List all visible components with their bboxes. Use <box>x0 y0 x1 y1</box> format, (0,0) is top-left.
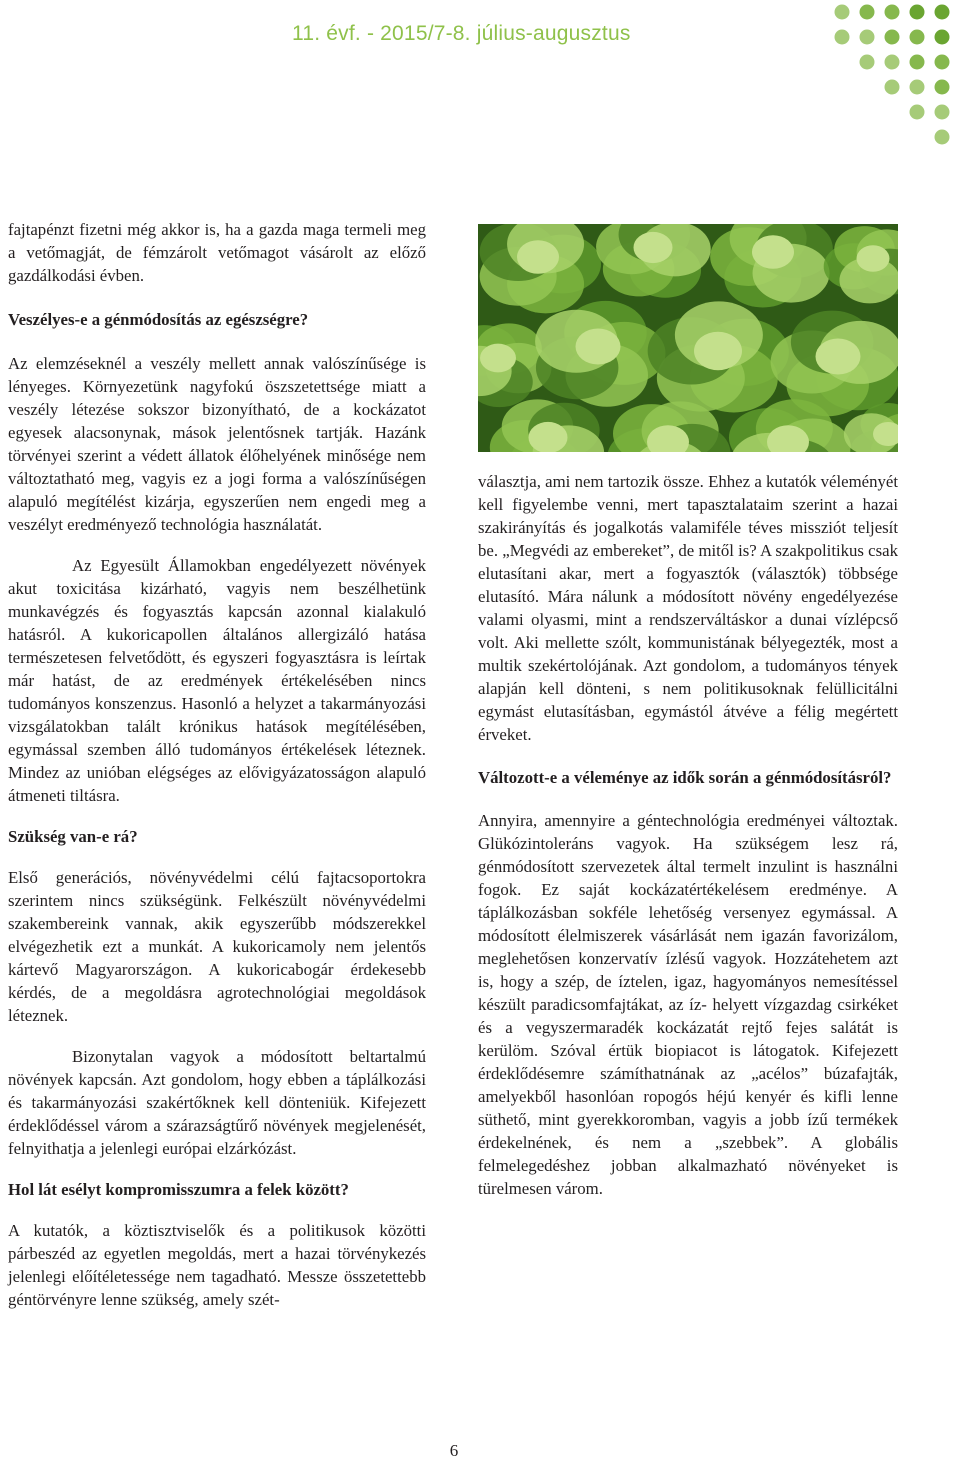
lettuce-photo <box>478 224 898 452</box>
section-heading: Veszélyes-e a génmódosítás az egészségre? <box>8 310 309 329</box>
page-number: 6 <box>449 1441 459 1460</box>
paragraph: fajtapénzt fizetni még akkor is, ha a gazda maga termeli meg a vetőmagját, de fémzárolt vetőmagot vásárolt az előző gazdálkodási évben. <box>8 220 426 285</box>
issue-header: 11. évf. - 2015/7-8. július-augusztus <box>292 22 631 45</box>
paragraph: választja, ami nem tartozik össze. Ehhez a kutatók véleményét kell figyelembe venni, mert tapasztalataim szerint a hazai szakirányítás és jogalkotás valamiféle téves missziót teljesít be. „Megvédi az embereket”, de mitől is? A szakpolitikus csak elutasítani akar, mert a fogyasztók (választók) többsége elutasító. Mára nálunk a módosított növény engedélyezése valami olyasmi, mint a rendszerváltáskor a dunai vízlépcső volt. Aki mellette szólt, kommunistának bélyegezték, most a multik szekértolójának. Azt gondolom, a tudományos tények alapján kell dönteni, s nem politikusoknak felüllicitálni egymást elutasításban, egymástól átvéve a félig megértett érveket. <box>478 472 898 744</box>
decorative-dot-pattern-icon <box>832 2 960 162</box>
paragraph: Annyira, amennyire a géntechnológia eredményei változtak. Glükózintoleráns vagyok. Ha szükségem lesz rá, génmódosított szervezetek által termelt inzulint is használni fogok. Ez saját kockázatértékelésem eredménye. A táplálkozásban sokféle lehetőség versenyez egymással. A módosított élelmiszerek vásárlását nem igazán favorizálom, meglehetősen konzervatív ízlésű vagyok. Hozzátehetem azt is, hogy a szép, de íztelen, igaz, hagyományos nemesítéssel készült paradicsomfajtákat, az íz- helyett vízgazdag csirkéket és a vegyszermaradék kockázatát rejtő fejes salátát is kerülöm. Szóval értük biopiacot is látogatok. Kifejezett érdeklődésemre számíthatnának az „acélos” búzafajták, amelyekből hasonlóan ropogós héjú kenyér és kifli lenne süthető, mint gyerekkoromban, vagyis a jobb ízű termékek érdekelnének, és nem a „szebbek”. A globális felmelegedéshez jobban alkalmazható növényeket is türelmesen várom. <box>478 811 898 1198</box>
paragraph: Az elemzéseknél a veszély mellett annak valószínűsége is lényeges. Környezetünk nagyfokú öszszetettsége miatt a veszély létezése sokszor bizonyítható, de a kockázatot egyesek alacsonynak, mások jelentősnek tartják. Hazánk törvényei szerint a védett állatok élőhelyének minősége nem változtatható meg, vagyis ez a jogi forma a valószínűségen alapuló megítélést kizárja, egyszerűen nem engedi meg a veszélyt eredményező technológia használatát. <box>8 354 426 534</box>
section-heading: Hol lát esélyt kompromisszumra a felek között? <box>8 1180 349 1199</box>
paragraph: A kutatók, a köztisztviselők és a politikusok közötti párbeszéd az egyetlen megoldás, mert a hazai törvénykezés jelenlegi előítéletessége nem tagadható. Messze összetettebb géntörvényre lenne szükség, amely szét- <box>8 1221 426 1309</box>
section-heading: Változott-e a véleménye az idők során a génmódosításról? <box>478 768 892 787</box>
paragraph: Bizonytalan vagyok a módosított beltartalmú növények kapcsán. Azt gondolom, hogy ebben a táplálkozási és takarmányozási szakértőknek kell dönteniük. Kifejezett érdeklődéssel várom a szárazságtűrő növények megjelenését, felnyithatja a jelenlegi európai elzárkózást. <box>8 1047 426 1158</box>
right-column <box>478 470 898 1200</box>
paragraph: Az Egyesült Államokban engedélyezett növények akut toxicitása kizárható, vagyis nem beszélhetünk munkavégzés és fogyasztás kapcsán azonnal kialakuló hatásról. A kukoricapollen általános allergizáló hatása természetesen felvetődött, és egyszeri fogyasztásra is leírtak már hatást, de az eredmények értékelésében nincs tudományos konszenzus. Hasonló a helyzet a takarmányozási vizsgálatokban talált krónikus hatások megítélésében, egymással szemben álló tudományos értékelések léteznek. Mindez az unióban elégséges az elővigyázatosságon alapuló átmeneti tiltásra. <box>8 556 426 805</box>
section-heading: Szükség van-e rá? <box>8 827 138 846</box>
left-column <box>8 218 426 1311</box>
paragraph: Első generációs, növényvédelmi célú fajtacsoportokra szerintem nincs szükségünk. Felkészült növényvédelmi szakembereink vannak, akik egyszerűbb módszerekkel elvégezhetik ezt a munkát. A kukoricamoly nem jelentős kártevő Magyarországon. A kukoricabogár érdekesebb kérdés, de a megoldásra agrotechnológiai megoldások léteznek. <box>8 868 426 1025</box>
